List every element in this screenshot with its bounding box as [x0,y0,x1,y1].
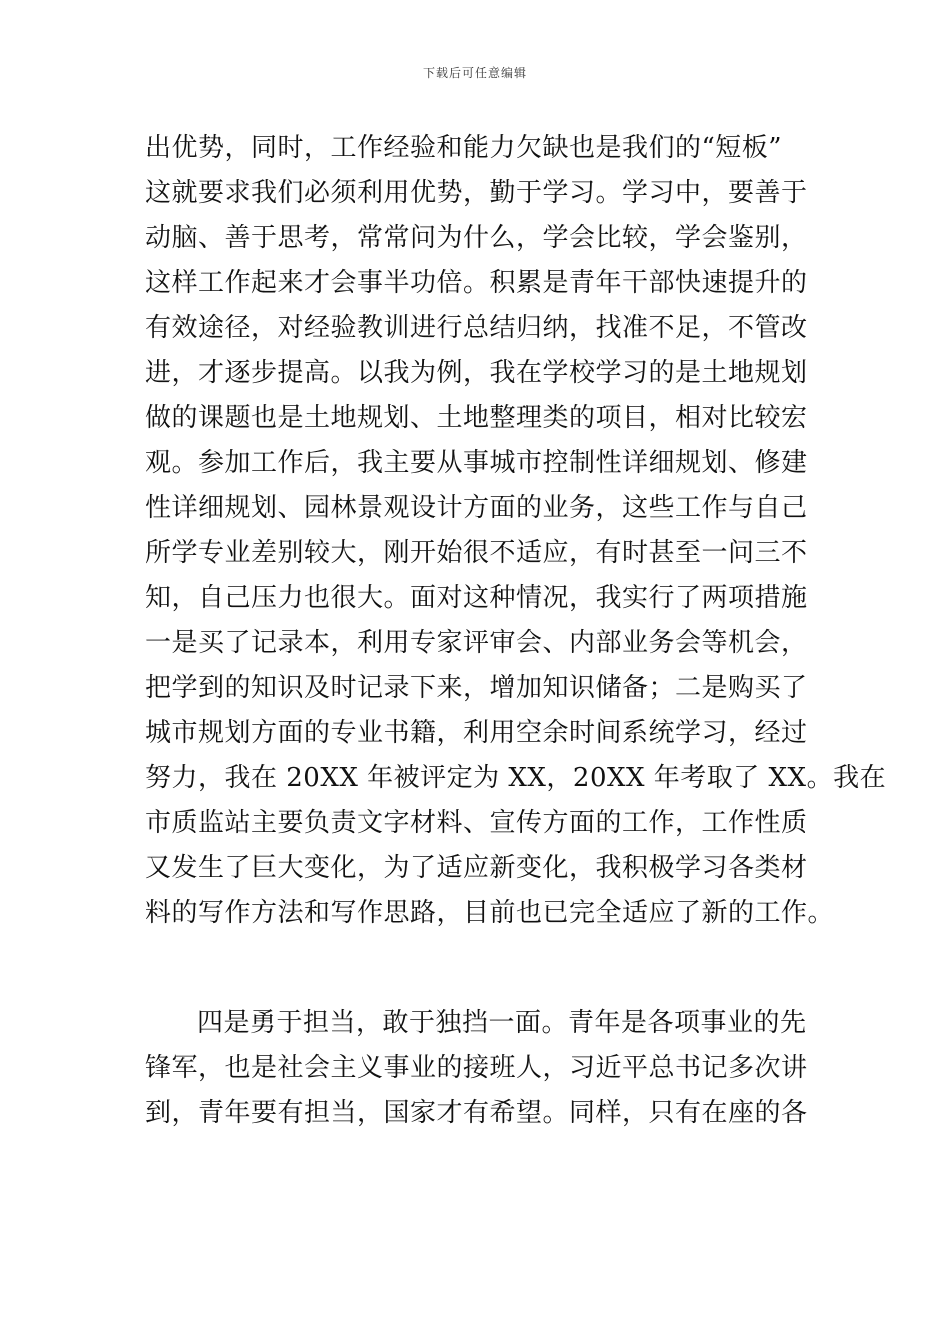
text-line: 出优势，同时，工作经验和能力欠缺也是我们的“短板” [145,133,783,163]
text-line: 料的写作方法和写作思路，目前也已完全适应了新的工作。 [145,898,835,928]
text-line: 一是买了记录本，利用专家评审会、内部业务会等机会， [145,628,808,658]
text-line: 锋军，也是社会主义事业的接班人，习近平总书记多次讲 [145,1053,808,1083]
paragraph-gap [145,936,825,1001]
text-line: 市质监站主要负责文字材料、宣传方面的工作，工作性质 [145,808,808,838]
text-line: 城市规划方面的专业书籍，利用空余时间系统学习，经过 [145,718,808,748]
text-line: 这就要求我们必须利用优势，勤于学习。学习中，要善于 [145,178,808,208]
text-line: 做的课题也是土地规划、土地整理类的项目，相对比较宏 [145,403,808,433]
text-line-indented: 四是勇于担当，敢于独挡一面。青年是各项事业的先 [197,1008,807,1038]
body-text [145,126,887,1136]
text-line: 性详细规划、园林景观设计方面的业务，这些工作与自己 [145,493,808,523]
text-line: 这样工作起来才会事半功倍。积累是青年干部快速提升的 [145,268,808,298]
text-line: 有效途径，对经验教训进行总结归纳，找准不足，不管改 [145,313,808,343]
text-line: 所学专业差别较大，刚开始很不适应，有时甚至一问三不 [145,538,808,568]
text-line: 到，青年要有担当，国家才有希望。同样，只有在座的各 [145,1098,808,1128]
text-line: 把学到的知识及时记录下来，增加知识储备；二是购买了 [145,673,808,703]
header-note: 下载后可任意编辑 [422,66,527,80]
text-line: 知，自己压力也很大。面对这种情况，我实行了两项措施 [145,583,808,613]
text-line: 又发生了巨大变化，为了适应新变化，我积极学习各类材 [145,853,808,883]
text-line: 动脑、善于思考，常常问为什么，学会比较，学会鉴别， [145,223,808,253]
paragraph-2 [145,1001,825,1136]
text-line: 进，才逐步提高。以我为例，我在学校学习的是土地规划 [145,358,808,388]
text-line: 努力，我在 20XX 年被评定为 XX，20XX 年考取了 XX。我在 [145,763,887,793]
paragraph-1 [145,126,887,936]
text-line: 观。参加工作后，我主要从事城市控制性详细规划、修建 [145,448,808,478]
